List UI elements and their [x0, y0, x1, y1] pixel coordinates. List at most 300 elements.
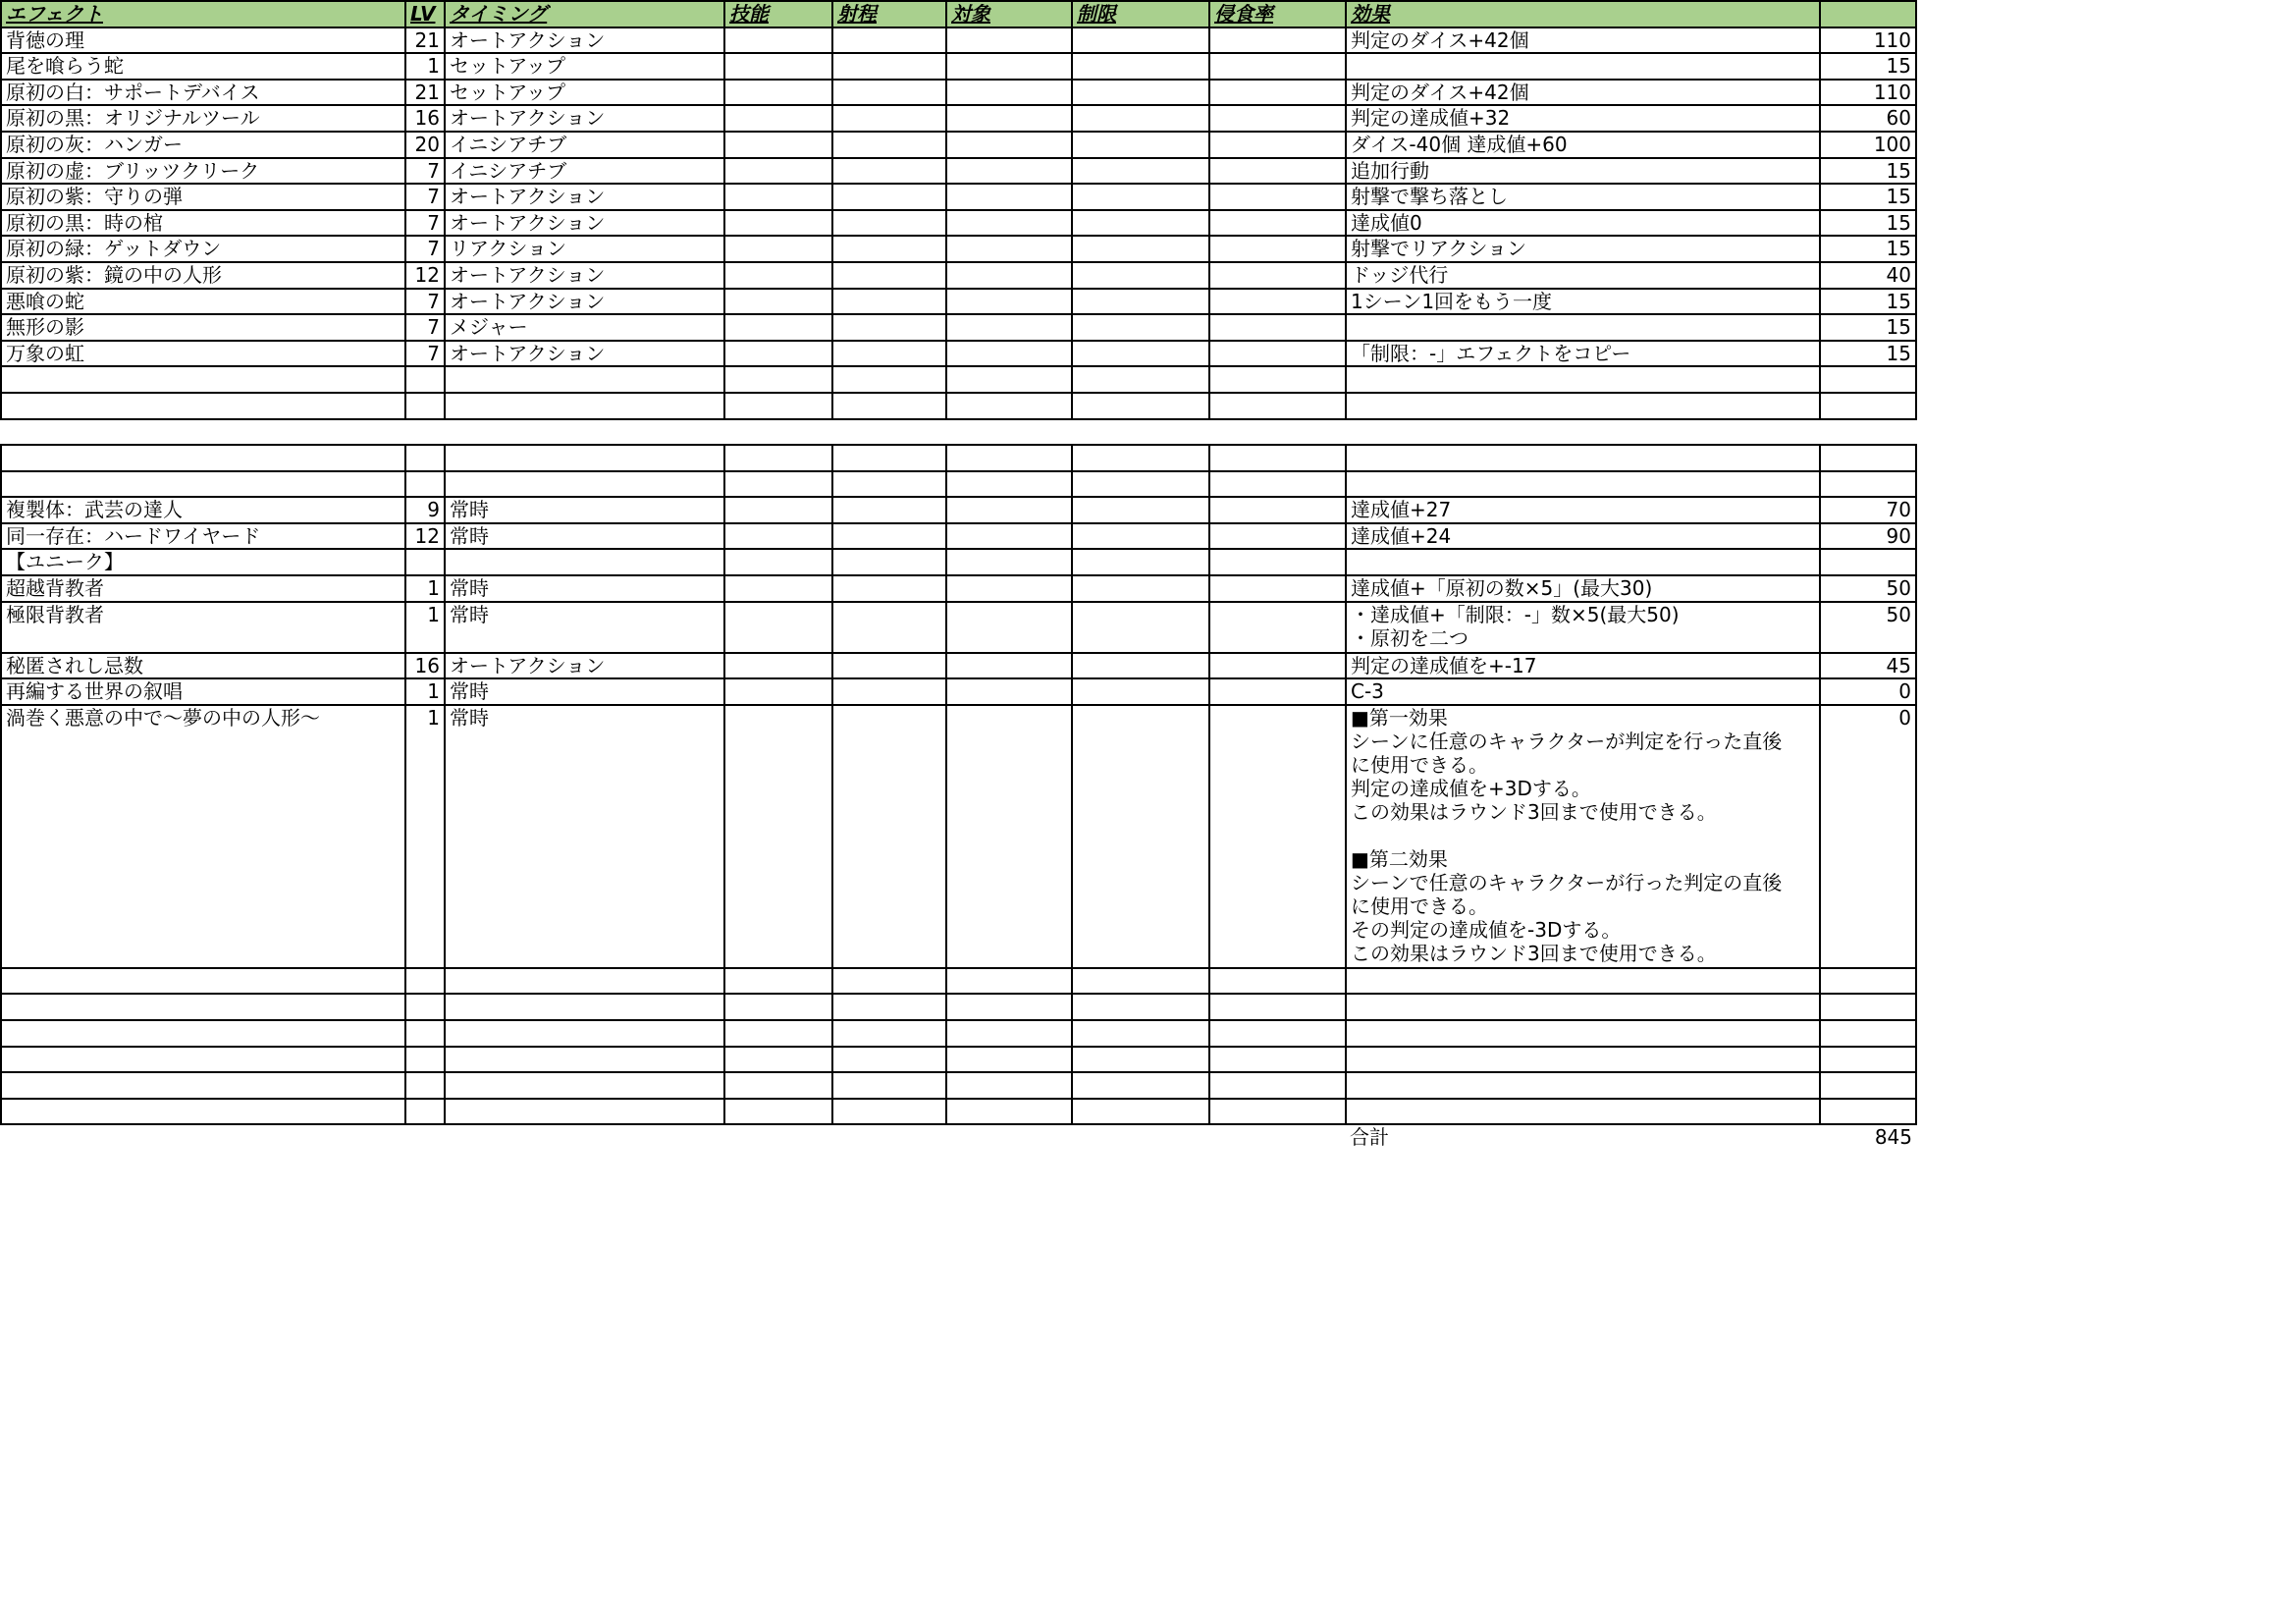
limit-cell[interactable] [1072, 27, 1209, 54]
level-cell[interactable] [405, 366, 445, 393]
timing-cell[interactable]: オートアクション [445, 210, 724, 237]
skill-cell[interactable] [724, 1072, 832, 1099]
timing-cell[interactable]: 常時 [445, 678, 724, 705]
limit-cell[interactable] [1072, 80, 1209, 106]
effect-name-cell[interactable]: 複製体：武芸の達人 [1, 497, 405, 523]
target-cell[interactable] [946, 53, 1072, 80]
effect-text-cell[interactable] [1346, 968, 1820, 995]
limit-cell[interactable] [1072, 314, 1209, 341]
erosion-cell[interactable] [1209, 471, 1346, 498]
range-cell[interactable] [832, 705, 946, 968]
skill-cell[interactable] [724, 80, 832, 106]
cost-cell[interactable]: 50 [1820, 602, 1916, 653]
target-cell[interactable] [946, 1099, 1072, 1125]
header-erosion[interactable]: 侵食率 [1209, 1, 1346, 27]
effect-text-cell[interactable] [1346, 994, 1820, 1020]
header-timing[interactable]: タイミング [445, 1, 724, 27]
target-cell[interactable] [946, 236, 1072, 262]
skill-cell[interactable] [724, 1047, 832, 1073]
effect-name-cell[interactable]: 渦巻く悪意の中で～夢の中の人形～ [1, 705, 405, 968]
limit-cell[interactable] [1072, 471, 1209, 498]
range-cell[interactable] [832, 341, 946, 367]
header-range[interactable]: 射程 [832, 1, 946, 27]
timing-cell[interactable]: オートアクション [445, 653, 724, 679]
limit-cell[interactable] [1072, 1072, 1209, 1099]
erosion-cell[interactable] [1209, 994, 1346, 1020]
effect-name-cell[interactable]: 悪喰の蛇 [1, 289, 405, 315]
timing-cell[interactable]: オートアクション [445, 27, 724, 54]
target-cell[interactable] [946, 705, 1072, 968]
range-cell[interactable] [832, 393, 946, 419]
target-cell[interactable] [946, 445, 1072, 471]
range-cell[interactable] [832, 158, 946, 185]
limit-cell[interactable] [1072, 393, 1209, 419]
skill-cell[interactable] [724, 445, 832, 471]
header-target[interactable]: 対象 [946, 1, 1072, 27]
effect-text-cell[interactable]: ・達成値+「制限：-」数×5(最大50) ・原初を二つ [1346, 602, 1820, 653]
effect-name-cell[interactable]: 同一存在：ハードワイヤード [1, 523, 405, 550]
level-cell[interactable]: 7 [405, 158, 445, 185]
target-cell[interactable] [946, 497, 1072, 523]
target-cell[interactable] [946, 575, 1072, 602]
header-limit[interactable]: 制限 [1072, 1, 1209, 27]
skill-cell[interactable] [724, 314, 832, 341]
limit-cell[interactable] [1072, 575, 1209, 602]
erosion-cell[interactable] [1209, 393, 1346, 419]
target-cell[interactable] [946, 602, 1072, 653]
erosion-cell[interactable] [1209, 705, 1346, 968]
header-result[interactable]: 効果 [1346, 1, 1820, 27]
limit-cell[interactable] [1072, 549, 1209, 575]
range-cell[interactable] [832, 184, 946, 210]
effect-text-cell[interactable] [1346, 53, 1820, 80]
range-cell[interactable] [832, 678, 946, 705]
effect-name-cell[interactable]: 無形の影 [1, 314, 405, 341]
erosion-cell[interactable] [1209, 366, 1346, 393]
timing-cell[interactable]: 常時 [445, 523, 724, 550]
range-cell[interactable] [832, 1072, 946, 1099]
effect-text-cell[interactable]: ドッジ代行 [1346, 262, 1820, 289]
skill-cell[interactable] [724, 575, 832, 602]
range-cell[interactable] [832, 314, 946, 341]
skill-cell[interactable] [724, 341, 832, 367]
effect-name-cell[interactable]: 【ユニーク】 [1, 549, 405, 575]
limit-cell[interactable] [1072, 1099, 1209, 1125]
limit-cell[interactable] [1072, 1020, 1209, 1047]
range-cell[interactable] [832, 497, 946, 523]
erosion-cell[interactable] [1209, 341, 1346, 367]
cost-cell[interactable]: 15 [1820, 236, 1916, 262]
range-cell[interactable] [832, 80, 946, 106]
target-cell[interactable] [946, 1072, 1072, 1099]
range-cell[interactable] [832, 105, 946, 132]
cost-cell[interactable]: 110 [1820, 27, 1916, 54]
timing-cell[interactable] [445, 445, 724, 471]
limit-cell[interactable] [1072, 132, 1209, 158]
cost-cell[interactable] [1820, 393, 1916, 419]
effect-text-cell[interactable]: 判定のダイス+42個 [1346, 80, 1820, 106]
target-cell[interactable] [946, 523, 1072, 550]
effect-text-cell[interactable]: 追加行動 [1346, 158, 1820, 185]
erosion-cell[interactable] [1209, 210, 1346, 237]
timing-cell[interactable] [445, 471, 724, 498]
limit-cell[interactable] [1072, 523, 1209, 550]
effect-text-cell[interactable]: C-3 [1346, 678, 1820, 705]
range-cell[interactable] [832, 53, 946, 80]
cost-cell[interactable]: 45 [1820, 653, 1916, 679]
level-cell[interactable] [405, 1072, 445, 1099]
effect-name-cell[interactable]: 原初の虚：ブリッツクリーク [1, 158, 405, 185]
skill-cell[interactable] [724, 1099, 832, 1125]
effect-text-cell[interactable] [1346, 393, 1820, 419]
target-cell[interactable] [946, 289, 1072, 315]
effect-text-cell[interactable] [1346, 445, 1820, 471]
timing-cell[interactable] [445, 393, 724, 419]
skill-cell[interactable] [724, 705, 832, 968]
level-cell[interactable] [405, 968, 445, 995]
level-cell[interactable]: 21 [405, 80, 445, 106]
range-cell[interactable] [832, 445, 946, 471]
limit-cell[interactable] [1072, 53, 1209, 80]
skill-cell[interactable] [724, 471, 832, 498]
effect-name-cell[interactable]: 再編する世界の叙唱 [1, 678, 405, 705]
level-cell[interactable] [405, 471, 445, 498]
effect-text-cell[interactable]: 判定の達成値+32 [1346, 105, 1820, 132]
effect-text-cell[interactable] [1346, 366, 1820, 393]
effect-name-cell[interactable]: 尾を喰らう蛇 [1, 53, 405, 80]
level-cell[interactable]: 7 [405, 289, 445, 315]
erosion-cell[interactable] [1209, 497, 1346, 523]
level-cell[interactable]: 16 [405, 653, 445, 679]
limit-cell[interactable] [1072, 602, 1209, 653]
limit-cell[interactable] [1072, 105, 1209, 132]
header-skill[interactable]: 技能 [724, 1, 832, 27]
level-cell[interactable] [405, 393, 445, 419]
level-cell[interactable]: 1 [405, 575, 445, 602]
target-cell[interactable] [946, 653, 1072, 679]
range-cell[interactable] [832, 27, 946, 54]
timing-cell[interactable] [445, 1047, 724, 1073]
level-cell[interactable]: 21 [405, 27, 445, 54]
erosion-cell[interactable] [1209, 1047, 1346, 1073]
skill-cell[interactable] [724, 549, 832, 575]
cost-cell[interactable] [1820, 471, 1916, 498]
range-cell[interactable] [832, 366, 946, 393]
erosion-cell[interactable] [1209, 1099, 1346, 1125]
timing-cell[interactable] [445, 1020, 724, 1047]
cost-cell[interactable]: 70 [1820, 497, 1916, 523]
effect-text-cell[interactable] [1346, 314, 1820, 341]
target-cell[interactable] [946, 105, 1072, 132]
cost-cell[interactable]: 15 [1820, 53, 1916, 80]
range-cell[interactable] [832, 1020, 946, 1047]
range-cell[interactable] [832, 236, 946, 262]
effect-name-cell[interactable]: 原初の黒：オリジナルツール [1, 105, 405, 132]
target-cell[interactable] [946, 158, 1072, 185]
timing-cell[interactable] [445, 968, 724, 995]
limit-cell[interactable] [1072, 994, 1209, 1020]
level-cell[interactable]: 16 [405, 105, 445, 132]
cost-cell[interactable] [1820, 1020, 1916, 1047]
limit-cell[interactable] [1072, 341, 1209, 367]
level-cell[interactable]: 7 [405, 341, 445, 367]
timing-cell[interactable]: イニシアチブ [445, 132, 724, 158]
limit-cell[interactable] [1072, 210, 1209, 237]
skill-cell[interactable] [724, 210, 832, 237]
cost-cell[interactable] [1820, 1047, 1916, 1073]
effect-text-cell[interactable] [1346, 471, 1820, 498]
target-cell[interactable] [946, 80, 1072, 106]
range-cell[interactable] [832, 210, 946, 237]
cost-cell[interactable] [1820, 366, 1916, 393]
cost-cell[interactable]: 15 [1820, 289, 1916, 315]
erosion-cell[interactable] [1209, 523, 1346, 550]
target-cell[interactable] [946, 994, 1072, 1020]
level-cell[interactable] [405, 1020, 445, 1047]
effect-name-cell[interactable]: 秘匿されし忌数 [1, 653, 405, 679]
timing-cell[interactable]: 常時 [445, 602, 724, 653]
effect-text-cell[interactable]: 1シーン1回をもう一度 [1346, 289, 1820, 315]
erosion-cell[interactable] [1209, 314, 1346, 341]
erosion-cell[interactable] [1209, 184, 1346, 210]
timing-cell[interactable] [445, 1072, 724, 1099]
effect-text-cell[interactable] [1346, 1047, 1820, 1073]
level-cell[interactable]: 9 [405, 497, 445, 523]
timing-cell[interactable]: 常時 [445, 497, 724, 523]
range-cell[interactable] [832, 653, 946, 679]
cost-cell[interactable]: 0 [1820, 678, 1916, 705]
skill-cell[interactable] [724, 393, 832, 419]
timing-cell[interactable]: イニシアチブ [445, 158, 724, 185]
erosion-cell[interactable] [1209, 236, 1346, 262]
erosion-cell[interactable] [1209, 262, 1346, 289]
timing-cell[interactable]: 常時 [445, 575, 724, 602]
effect-name-cell[interactable]: 原初の紫：鏡の中の人形 [1, 262, 405, 289]
target-cell[interactable] [946, 1020, 1072, 1047]
skill-cell[interactable] [724, 184, 832, 210]
effect-name-cell[interactable]: 背徳の理 [1, 27, 405, 54]
erosion-cell[interactable] [1209, 80, 1346, 106]
effect-name-cell[interactable] [1, 968, 405, 995]
skill-cell[interactable] [724, 968, 832, 995]
effect-text-cell[interactable] [1346, 1099, 1820, 1125]
erosion-cell[interactable] [1209, 602, 1346, 653]
effect-name-cell[interactable]: 原初の黒：時の棺 [1, 210, 405, 237]
timing-cell[interactable]: オートアクション [445, 341, 724, 367]
timing-cell[interactable] [445, 366, 724, 393]
effect-name-cell[interactable] [1, 1099, 405, 1125]
cost-cell[interactable] [1820, 968, 1916, 995]
skill-cell[interactable] [724, 994, 832, 1020]
range-cell[interactable] [832, 471, 946, 498]
level-cell[interactable]: 7 [405, 236, 445, 262]
range-cell[interactable] [832, 262, 946, 289]
erosion-cell[interactable] [1209, 653, 1346, 679]
target-cell[interactable] [946, 1047, 1072, 1073]
range-cell[interactable] [832, 968, 946, 995]
skill-cell[interactable] [724, 27, 832, 54]
level-cell[interactable] [405, 1099, 445, 1125]
cost-cell[interactable]: 60 [1820, 105, 1916, 132]
limit-cell[interactable] [1072, 236, 1209, 262]
erosion-cell[interactable] [1209, 445, 1346, 471]
effect-text-cell[interactable]: 達成値+「原初の数×5」(最大30) [1346, 575, 1820, 602]
effect-text-cell[interactable] [1346, 1072, 1820, 1099]
range-cell[interactable] [832, 994, 946, 1020]
level-cell[interactable]: 1 [405, 678, 445, 705]
header-effect[interactable]: エフェクト [1, 1, 405, 27]
limit-cell[interactable] [1072, 497, 1209, 523]
effect-text-cell[interactable]: 達成値+27 [1346, 497, 1820, 523]
range-cell[interactable] [832, 575, 946, 602]
target-cell[interactable] [946, 678, 1072, 705]
level-cell[interactable]: 1 [405, 53, 445, 80]
level-cell[interactable] [405, 1047, 445, 1073]
cost-cell[interactable]: 15 [1820, 158, 1916, 185]
erosion-cell[interactable] [1209, 132, 1346, 158]
target-cell[interactable] [946, 262, 1072, 289]
skill-cell[interactable] [724, 289, 832, 315]
skill-cell[interactable] [724, 105, 832, 132]
effect-name-cell[interactable]: 万象の虹 [1, 341, 405, 367]
effect-name-cell[interactable] [1, 1020, 405, 1047]
erosion-cell[interactable] [1209, 158, 1346, 185]
limit-cell[interactable] [1072, 262, 1209, 289]
target-cell[interactable] [946, 314, 1072, 341]
level-cell[interactable] [405, 445, 445, 471]
erosion-cell[interactable] [1209, 27, 1346, 54]
level-cell[interactable]: 1 [405, 705, 445, 968]
target-cell[interactable] [946, 341, 1072, 367]
range-cell[interactable] [832, 132, 946, 158]
effect-text-cell[interactable]: 射撃でリアクション [1346, 236, 1820, 262]
range-cell[interactable] [832, 523, 946, 550]
effect-text-cell[interactable]: 判定のダイス+42個 [1346, 27, 1820, 54]
timing-cell[interactable]: メジャー [445, 314, 724, 341]
target-cell[interactable] [946, 968, 1072, 995]
target-cell[interactable] [946, 27, 1072, 54]
skill-cell[interactable] [724, 366, 832, 393]
erosion-cell[interactable] [1209, 549, 1346, 575]
effect-name-cell[interactable]: 原初の灰：ハンガー [1, 132, 405, 158]
erosion-cell[interactable] [1209, 1072, 1346, 1099]
limit-cell[interactable] [1072, 366, 1209, 393]
level-cell[interactable] [405, 549, 445, 575]
target-cell[interactable] [946, 210, 1072, 237]
effect-name-cell[interactable]: 超越背教者 [1, 575, 405, 602]
effect-name-cell[interactable]: 原初の白：サポートデバイス [1, 80, 405, 106]
erosion-cell[interactable] [1209, 968, 1346, 995]
erosion-cell[interactable] [1209, 53, 1346, 80]
level-cell[interactable]: 1 [405, 602, 445, 653]
skill-cell[interactable] [724, 236, 832, 262]
range-cell[interactable] [832, 549, 946, 575]
skill-cell[interactable] [724, 132, 832, 158]
header-cost[interactable] [1820, 1, 1916, 27]
effect-text-cell[interactable]: ダイス-40個 達成値+60 [1346, 132, 1820, 158]
limit-cell[interactable] [1072, 158, 1209, 185]
erosion-cell[interactable] [1209, 575, 1346, 602]
target-cell[interactable] [946, 132, 1072, 158]
limit-cell[interactable] [1072, 289, 1209, 315]
cost-cell[interactable]: 90 [1820, 523, 1916, 550]
cost-cell[interactable] [1820, 994, 1916, 1020]
effect-name-cell[interactable] [1, 471, 405, 498]
skill-cell[interactable] [724, 262, 832, 289]
timing-cell[interactable] [445, 994, 724, 1020]
effect-text-cell[interactable]: 「制限：-」エフェクトをコピー [1346, 341, 1820, 367]
effect-name-cell[interactable] [1, 366, 405, 393]
cost-cell[interactable]: 100 [1820, 132, 1916, 158]
limit-cell[interactable] [1072, 705, 1209, 968]
range-cell[interactable] [832, 602, 946, 653]
level-cell[interactable]: 20 [405, 132, 445, 158]
range-cell[interactable] [832, 1099, 946, 1125]
cost-cell[interactable]: 15 [1820, 314, 1916, 341]
cost-cell[interactable]: 0 [1820, 705, 1916, 968]
effect-text-cell[interactable] [1346, 549, 1820, 575]
cost-cell[interactable] [1820, 445, 1916, 471]
effect-name-cell[interactable] [1, 994, 405, 1020]
header-lv[interactable]: LV [405, 1, 445, 27]
limit-cell[interactable] [1072, 968, 1209, 995]
timing-cell[interactable]: リアクション [445, 236, 724, 262]
target-cell[interactable] [946, 471, 1072, 498]
effect-text-cell[interactable] [1346, 1020, 1820, 1047]
target-cell[interactable] [946, 549, 1072, 575]
level-cell[interactable] [405, 994, 445, 1020]
cost-cell[interactable] [1820, 1099, 1916, 1125]
level-cell[interactable]: 7 [405, 314, 445, 341]
level-cell[interactable]: 12 [405, 523, 445, 550]
level-cell[interactable]: 7 [405, 184, 445, 210]
target-cell[interactable] [946, 184, 1072, 210]
limit-cell[interactable] [1072, 678, 1209, 705]
timing-cell[interactable]: オートアクション [445, 184, 724, 210]
cost-cell[interactable]: 40 [1820, 262, 1916, 289]
level-cell[interactable]: 7 [405, 210, 445, 237]
timing-cell[interactable]: オートアクション [445, 262, 724, 289]
effect-name-cell[interactable] [1, 445, 405, 471]
effect-name-cell[interactable]: 原初の緑：ゲットダウン [1, 236, 405, 262]
limit-cell[interactable] [1072, 1047, 1209, 1073]
level-cell[interactable]: 12 [405, 262, 445, 289]
effect-name-cell[interactable] [1, 1047, 405, 1073]
effect-name-cell[interactable]: 極限背教者 [1, 602, 405, 653]
erosion-cell[interactable] [1209, 289, 1346, 315]
timing-cell[interactable]: セットアップ [445, 53, 724, 80]
erosion-cell[interactable] [1209, 678, 1346, 705]
target-cell[interactable] [946, 393, 1072, 419]
effect-text-cell[interactable]: 射撃で撃ち落とし [1346, 184, 1820, 210]
erosion-cell[interactable] [1209, 1020, 1346, 1047]
skill-cell[interactable] [724, 1020, 832, 1047]
timing-cell[interactable]: セットアップ [445, 80, 724, 106]
cost-cell[interactable]: 15 [1820, 210, 1916, 237]
skill-cell[interactable] [724, 653, 832, 679]
cost-cell[interactable]: 15 [1820, 341, 1916, 367]
effect-name-cell[interactable] [1, 393, 405, 419]
skill-cell[interactable] [724, 53, 832, 80]
timing-cell[interactable]: オートアクション [445, 289, 724, 315]
timing-cell[interactable] [445, 1099, 724, 1125]
effect-text-cell[interactable]: 判定の達成値を+-17 [1346, 653, 1820, 679]
erosion-cell[interactable] [1209, 105, 1346, 132]
timing-cell[interactable] [445, 549, 724, 575]
cost-cell[interactable] [1820, 1072, 1916, 1099]
skill-cell[interactable] [724, 523, 832, 550]
effect-text-cell[interactable]: 達成値0 [1346, 210, 1820, 237]
